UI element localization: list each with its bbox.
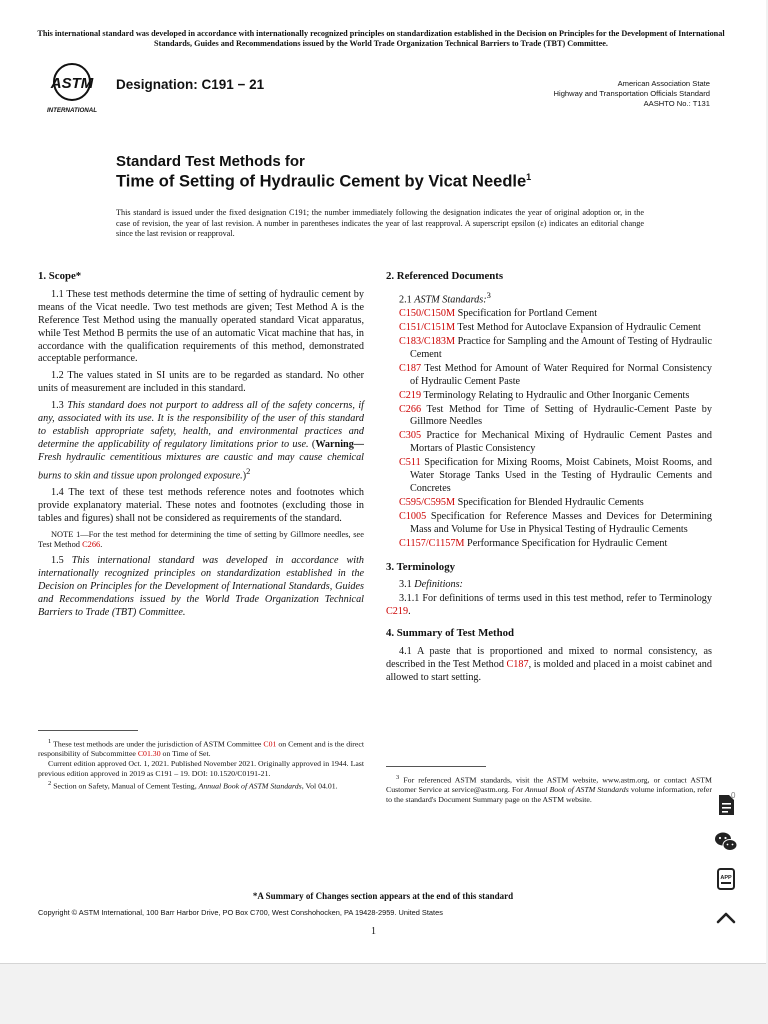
title-text: Time of Setting of Hydraulic Cement by Vicat Needle bbox=[116, 172, 527, 191]
chevron-up-icon bbox=[716, 911, 736, 925]
astm-standards-intro bbox=[386, 289, 712, 307]
fn2-italic: Annual Book of ASTM Standards bbox=[198, 781, 302, 791]
para-3-1-1-text: 3.1.1 For definitions of terms used in this test method, refer to Terminology bbox=[399, 593, 712, 605]
para-4-1-end: , is molded and placed in a moist cabinet and allowed to start setting. bbox=[386, 658, 712, 683]
fn3-italic: Annual Book of ASTM Standards bbox=[524, 785, 629, 795]
para-1-1: 1.1 These test methods determine the time of setting of hydraulic cement by means of the Vicat needle. Two test methods are given; Test Method A is the Reference Test Method using the manually operated standard Vicat apparatus, while Test Method B permits the use of an automatic Vicat machine that has, in accordance with the qualification requirements of this method, demonstrated acceptable performance. bbox=[38, 288, 364, 365]
footnote-divider bbox=[38, 730, 138, 731]
link-c187[interactable]: C187 bbox=[506, 658, 529, 670]
definitions-intro bbox=[386, 579, 712, 592]
summary-method-heading: 4. Summary of Test Method bbox=[386, 627, 515, 640]
reference-link[interactable]: C1005 bbox=[399, 510, 427, 522]
para-1-2: 1.2 The values stated in SI units are to be regarded as standard. No other units of measurement are included in this standard. bbox=[38, 370, 364, 395]
reference-link[interactable]: C1157/C1157M bbox=[399, 537, 465, 549]
reference-item bbox=[386, 404, 712, 430]
title-footnote-mark: 1 bbox=[526, 172, 532, 182]
scope-heading: 1. Scope* bbox=[38, 270, 82, 282]
aashto-line1: American Association State bbox=[617, 79, 710, 88]
reference-item bbox=[386, 457, 712, 496]
reference-title: Practice for Mechanical Mixing of Hydraulic Cement Pastes and Mortars of Plastic Consistency bbox=[410, 430, 712, 455]
reference-link[interactable]: C187 bbox=[399, 362, 422, 374]
reference-title: Test Method for Autoclave Expansion of Hydraulic Cement bbox=[455, 322, 701, 334]
footnote-1 bbox=[38, 737, 364, 759]
fn1-mark: 1 bbox=[48, 738, 52, 745]
reference-item bbox=[386, 497, 712, 510]
reference-title: Test Method for Amount of Water Required for Normal Consistency of Hydraulic Cement Paste bbox=[410, 362, 712, 387]
reference-title: Specification for Reference Masses and Devices for Determining Mass and Volume for Use in Physical Testing of Hydraulic Cements bbox=[410, 510, 712, 535]
intro-label: ASTM Standards: bbox=[414, 294, 487, 306]
footnotes-right bbox=[386, 766, 712, 805]
reference-item bbox=[386, 336, 712, 362]
page-number: 1 bbox=[371, 926, 376, 937]
reference-title: Specification for Mixing Rooms, Moist Cabinets, Moist Rooms, and Water Storage Tanks Used in the Testing of Hydraulic Cements and Concretes bbox=[410, 457, 712, 494]
astm-logo-text: ASTM bbox=[50, 75, 94, 92]
aashto-line2: Highway and Transportation Officials Standard bbox=[553, 89, 710, 98]
footnote-ref-3: 3 bbox=[486, 289, 491, 300]
reference-item bbox=[386, 538, 712, 551]
note-1-text: NOTE 1—For the test method for determining the time of setting by Gillmore needles, see Test Method bbox=[38, 529, 364, 550]
warning-label: Warning— bbox=[315, 438, 364, 450]
warning-close: ) bbox=[242, 470, 247, 482]
intro-num: 2.1 bbox=[399, 294, 412, 306]
footnote-1-edition: Current edition approved Oct. 1, 2021. Published November 2021. Originally approved in 1944. Last previous edition approved in 2019 as C191 – 19. DOI: 10.1520/C0191-21. bbox=[38, 759, 364, 778]
wechat-icon bbox=[714, 831, 738, 853]
reference-link[interactable]: C595/C595M bbox=[399, 496, 456, 508]
fn1-text-b: on Cement and is the direct responsibility of Subcommittee bbox=[38, 739, 364, 759]
reference-link[interactable]: C151/C151M bbox=[399, 322, 456, 334]
footnote-divider bbox=[386, 766, 486, 767]
definitions-label: Definitions: bbox=[414, 579, 463, 591]
reference-item bbox=[386, 308, 712, 321]
para-1-4: 1.4 The text of these test methods reference notes and footnotes which provide explanatory material. These notes and footnotes (excluding those in tables and figures) shall not be considered as requirements of the standard. bbox=[38, 486, 364, 524]
scroll-top-button[interactable] bbox=[713, 905, 739, 931]
footnote-3 bbox=[386, 773, 712, 805]
document-count-badge: 0 bbox=[731, 791, 736, 800]
reference-title: Test Method for Time of Setting of Hydraulic-Cement Paste by Gillmore Needles bbox=[410, 403, 712, 428]
reference-item bbox=[386, 363, 712, 389]
para-1-5-num: 1.5 bbox=[51, 554, 64, 566]
para-3-1-1 bbox=[386, 593, 712, 619]
fn3-text-b: volume information, refer to the standard's Document Summary page on the ASTM website. bbox=[386, 785, 712, 805]
reference-item bbox=[386, 511, 712, 537]
reference-title: Practice for Sampling and the Amount of Testing of Hydraulic Cement bbox=[410, 336, 712, 360]
para-1-3 bbox=[38, 400, 364, 483]
left-column bbox=[38, 270, 364, 623]
fn3-text-a: For referenced ASTM standards, visit the ASTM website, www.astm.org, or contact ASTM Customer Service at service@astm.org. For bbox=[386, 775, 712, 795]
designation: Designation: C191 − 21 bbox=[116, 77, 265, 92]
reference-item bbox=[386, 430, 712, 456]
astm-logo-subtext: INTERNATIONAL bbox=[46, 107, 98, 114]
para-1-5 bbox=[38, 555, 364, 620]
para-1-3-num: 1.3 bbox=[51, 400, 64, 412]
para-4-1-text: 4.1 A paste that is proportioned and mixed to normal consistency, as described in the Test Method bbox=[386, 646, 712, 670]
reference-title: Specification for Blended Hydraulic Cements bbox=[455, 496, 644, 508]
definitions-num: 3.1 bbox=[399, 579, 412, 591]
fn3-mark: 3 bbox=[396, 774, 400, 781]
reference-link[interactable]: C305 bbox=[399, 430, 422, 442]
para-3-1-1-end: . bbox=[408, 606, 411, 618]
fn2-text-b: , Vol 04.01. bbox=[301, 781, 338, 791]
reference-title: Terminology Relating to Hydraulic and Other Inorganic Cements bbox=[421, 389, 690, 401]
title-line1: Standard Test Methods for bbox=[116, 153, 305, 170]
reference-title: Performance Specification for Hydraulic Cement bbox=[464, 537, 668, 549]
referenced-documents-heading: 2. Referenced Documents bbox=[386, 270, 504, 282]
aashto-line3: AASHTO No.: T131 bbox=[643, 99, 710, 108]
reference-item bbox=[386, 322, 712, 335]
para-1-5-text: This international standard was developed in accordance with internationally recognized principles on standardization established in the Decision on Principles for the Development of International Standards, Guides and Recommendations issued by the World Trade Organization Technical Barriers to Trade (TBT) Committee. bbox=[38, 554, 365, 618]
fixed-designation-note: This standard is issued under the fixed designation C191; the number immediately following the designation indicates the year of original adoption or, in the case of revision, the year of last revision. A number in parentheses indicates the year of last reapproval. A superscript epsilon (ε) indicates an editorial change since the last revision or reapproval. bbox=[116, 208, 644, 239]
para-4-1 bbox=[386, 646, 712, 685]
warning-open: ( bbox=[311, 438, 316, 450]
right-column bbox=[386, 270, 712, 689]
note-1-end: . bbox=[100, 540, 103, 550]
app-icon bbox=[716, 868, 736, 890]
copyright: Copyright © ASTM International, 100 Barr Harbor Drive, PO Box C700, West Conshohocken, PA 19428-2959. United States bbox=[38, 908, 443, 917]
fn2-mark: 2 bbox=[48, 779, 52, 787]
reference-link[interactable]: C183/C183M bbox=[399, 336, 456, 348]
footnote-ref-2: 2 bbox=[246, 465, 251, 476]
terminology-heading: 3. Terminology bbox=[386, 560, 455, 573]
aashto-block bbox=[554, 79, 710, 109]
international-standard-note: This international standard was developed in accordance with internationally recognized principles on standardization established in the Decision on Principles for the Development of International Standards, Guides and Recommendations issued by the World Trade Organization Technical Barriers to Trade (TBT) Committee. bbox=[37, 29, 725, 48]
title-line2 bbox=[116, 172, 531, 192]
reference-link[interactable]: C266 bbox=[399, 403, 422, 415]
wechat-button[interactable] bbox=[713, 829, 739, 855]
note-1 bbox=[38, 530, 364, 551]
fn2-text-a: Section on Safety, Manual of Cement Testing, bbox=[51, 781, 199, 791]
footnote-2 bbox=[38, 779, 364, 791]
reference-item bbox=[386, 390, 712, 403]
link-c01[interactable]: C01 bbox=[263, 739, 277, 749]
footnotes-left bbox=[38, 730, 364, 791]
app-icon-label: APP bbox=[720, 875, 732, 881]
link-c219[interactable]: C219 bbox=[386, 606, 409, 618]
reference-list bbox=[386, 308, 712, 550]
reference-link[interactable]: C150/C150M bbox=[399, 308, 456, 320]
link-c266-note[interactable]: C266 bbox=[82, 540, 101, 550]
reference-link[interactable]: C219 bbox=[399, 389, 422, 401]
warning-text: Fresh hydraulic cementitious mixtures are caustic and may cause chemical burns to skin and tissue upon prolonged exposure. bbox=[38, 451, 364, 482]
fn1-text-c: on Time of Set. bbox=[160, 749, 211, 759]
para-1-3-safety: This standard does not purport to address all of the safety concerns, if any, associated with its use. It is the responsibility of the user of this standard to establish appropriate safety, health, and environmental practices and determine the applicability of regulatory limitations prior to use. bbox=[38, 400, 365, 450]
fn1-text-a: These test methods are under the jurisdiction of ASTM Committee bbox=[51, 739, 264, 749]
reference-title: Specification for Portland Cement bbox=[455, 308, 598, 320]
app-button[interactable] bbox=[713, 866, 739, 892]
link-c01-30[interactable]: C01.30 bbox=[137, 749, 161, 759]
astm-logo bbox=[43, 60, 101, 116]
summary-of-changes-note: *A Summary of Changes section appears at the end of this standard bbox=[252, 891, 514, 901]
reference-link[interactable]: C511 bbox=[399, 457, 421, 469]
